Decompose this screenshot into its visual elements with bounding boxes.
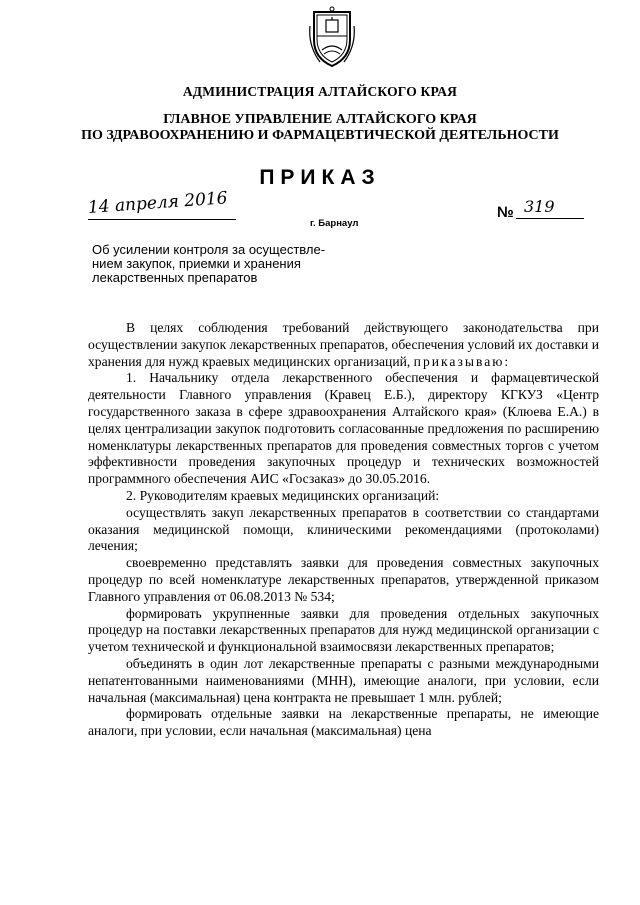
number-label: № (497, 204, 514, 221)
city-label: г. Барнаул (310, 218, 359, 229)
document-type-title: ПРИКАЗ (259, 166, 381, 189)
subitem-paragraph: своевременно представлять заявки для проведения совместных закупочных процедур по всей номенклатуре лекарственных препаратов, утвержденной приказом Главного управления от 06.08.2013 № 534; (88, 555, 599, 604)
subitem-paragraph: формировать укрупненные заявки для проведения отдельных закупочных процедур на поставки лекарственных препаратов для нужд медицинской организации с учетом технической и функциональной взаимосвязи лекарственных препаратов; (88, 605, 599, 655)
order-subject (92, 243, 352, 285)
coat-of-arms-icon (308, 6, 356, 70)
handwritten-number: 319 (524, 197, 555, 216)
subject-line: лекарственных препаратов (92, 270, 258, 285)
department-title-line2: ПО ЗДРАВООХРАНЕНИЮ И ФАРМАЦЕВТИЧЕСКОЙ ДЕЯТЕЛЬНОСТИ (81, 128, 559, 143)
administration-title: АДМИНИСТРАЦИЯ АЛТАЙСКОГО КРАЯ (182, 84, 458, 99)
subitem-paragraph: объединять в один лот лекарственные препараты с разными международными непатентованными наименованиями (МНН), имеющие аналоги, при условии, если начальная (максимальная) цена контракта не превышает 1 млн. рублей; (88, 655, 599, 705)
subitem-paragraph: формировать отдельные заявки на лекарственные препараты, не имеющие аналоги, при условии, если начальная (максимальная) цена (88, 706, 599, 739)
item-2-paragraph: 2. Руководителям краевых медицинских организаций: (126, 487, 440, 503)
number-underline (516, 218, 584, 219)
subject-line: нием закупок, приемки и хранения (92, 256, 301, 271)
order-body (88, 320, 599, 740)
date-underline (88, 219, 236, 220)
intro-text: В целях соблюдения требований действующего законодательства при осуществлении закупок лекарственных препаратов, обеспечения условий их доставки и хранения для нужд краевых медицинских организаций, (88, 320, 599, 369)
subitem-paragraph: осуществлять закуп лекарственных препаратов в соответствии со стандартами оказания медицинской помощи, клиническими рекомендациями (протоколами) лечения; (88, 504, 599, 554)
department-title-line1: ГЛАВНОЕ УПРАВЛЕНИЕ АЛТАЙСКОГО КРАЯ (163, 112, 477, 127)
item-1-paragraph: 1. Начальнику отдела лекарственного обеспечения и фармацевтической деятельности Главного управления (Кравец Е.Б.), директору КГКУЗ «Центр государственного заказа в сфере здравоохранения Алтайского края» (Клюева Е.А.) в целях централизации закупок подготовить согласованные предложения по расширению номенклатуры лекарственных препаратов для проведения совместных торгов с учетом эффективности проведения закупочных процедур и технических возможностей программного обеспечения АИС «Госзаказ» до 30.05.2016. (88, 370, 599, 487)
intro-paragraph (88, 320, 599, 370)
handwritten-date: 14 апреля 2016 (87, 188, 229, 218)
subject-line: Об усилении контроля за осуществле- (92, 242, 326, 257)
order-word: приказываю: (413, 353, 511, 369)
